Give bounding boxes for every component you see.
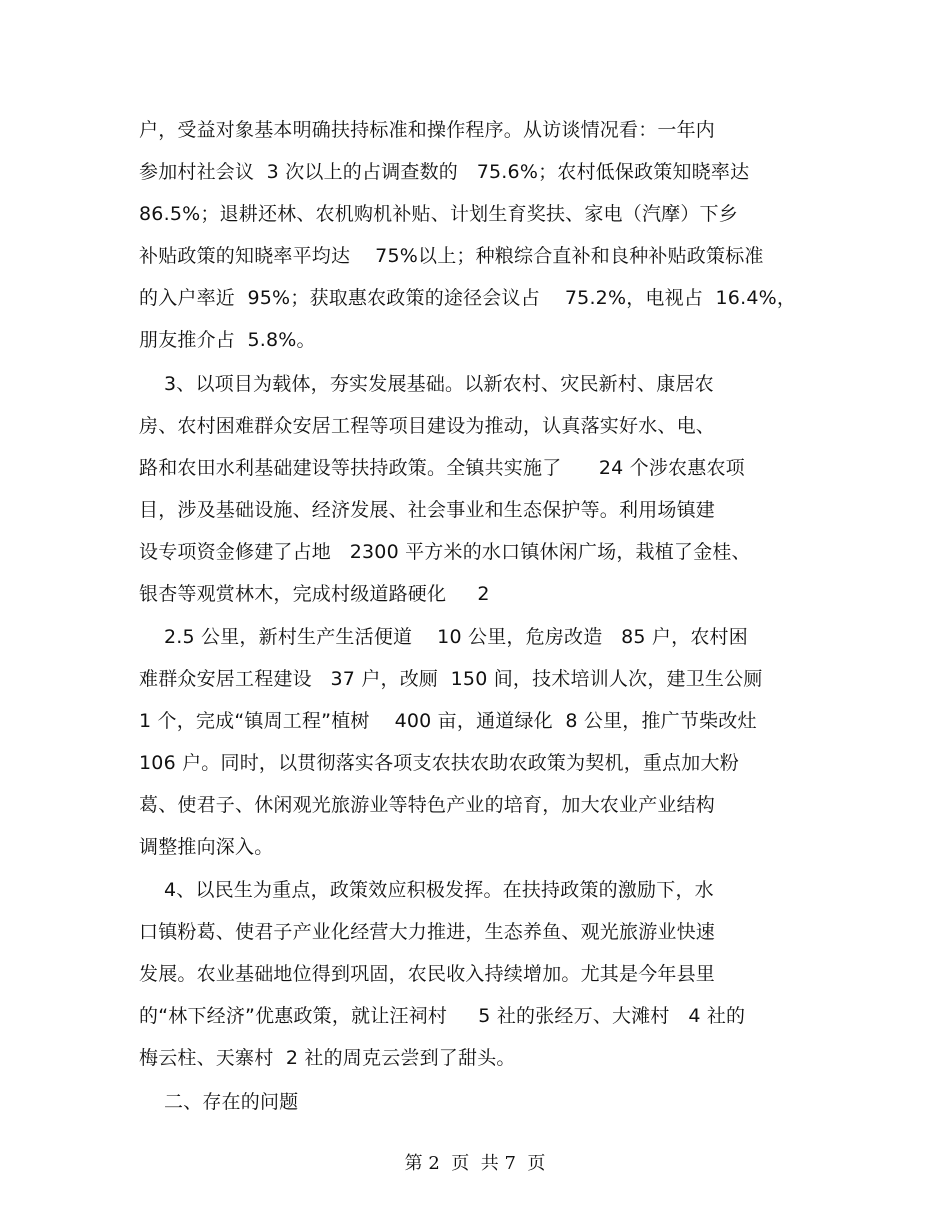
body-text-line: 设专项资金修建了占地 2300 平方米的水口镇休闲广场，栽植了金桂、 xyxy=(139,541,751,563)
body-text-line: 路和农田水利基础建设等扶持政策。全镇共实施了 24 个涉农惠农项 xyxy=(139,457,745,479)
body-text-line: 朋友推介占 5.8%。 xyxy=(139,329,316,351)
body-text-line: 口镇粉葛、使君子产业化经营大力推进，生态养鱼、观光旅游业快速 xyxy=(139,921,716,943)
body-text-line: 86.5%；退耕还林、农机购机补贴、计划生育奖扶、家电（汽摩）下乡 xyxy=(139,203,738,225)
body-text-line: 葛、使君子、休闲观光旅游业等特色产业的培育，加大农业产业结构 xyxy=(139,794,716,816)
body-text-line: 的入户率近 95%；获取惠农政策的途径会议占 75.2%，电视占 16.4%， xyxy=(139,287,797,309)
body-text-line: 参加村社会议 3 次以上的占调查数的 75.6%；农村低保政策知晓率达 xyxy=(139,161,750,183)
page-number-footer: 第 2 页 共 7 页 xyxy=(404,1153,546,1174)
body-text-line: 目，涉及基础设施、经济发展、社会事业和生态保护等。利用场镇建 xyxy=(139,499,716,521)
body-text-line: 补贴政策的知晓率平均达 75%以上；种粮综合直补和良种补贴政策标准 xyxy=(139,245,764,267)
body-text-line: 2.5 公里，新村生产生活便道 10 公里，危房改造 85 户，农村困 xyxy=(139,626,748,648)
body-text-line: 户，受益对象基本明确扶持标准和操作程序。从访谈情况看：一年内 xyxy=(139,119,716,141)
body-text-line: 1 个，完成“镇周工程”植树 400 亩，通道绿化 8 公里，推广节柴改灶 xyxy=(139,710,757,732)
body-text-line: 房、农村困难群众安居工程等项目建设为推动，认真落实好水、电、 xyxy=(139,415,716,437)
body-text-line: 的“林下经济”优惠政策，就让汪祠村 5 社的张经万、大滩村 4 社的 xyxy=(139,1005,746,1027)
body-text-line: 难群众安居工程建设 37 户，改厕 150 间，技术培训人次，建卫生公厕 xyxy=(139,668,763,690)
body-text-line: 银杏等观赏林木，完成村级道路硬化 2 xyxy=(139,583,490,605)
body-text-line: 发展。农业基础地位得到巩固，农民收入持续增加。尤其是今年县里 xyxy=(139,963,716,985)
section-heading: 二、存在的问题 xyxy=(139,1091,299,1113)
body-text-line: 106 户。同时，以贯彻落实各项支农扶农助农政策为契机，重点加大粉 xyxy=(139,752,739,774)
paragraph-heading-line: 4、以民生为重点，政策效应积极发挥。在扶持政策的激励下，水 xyxy=(139,879,714,901)
body-text-line: 梅云柱、天寨村 2 社的周克云尝到了甜头。 xyxy=(139,1047,516,1069)
paragraph-heading-line: 3、以项目为载体，夯实发展基础。以新农村、灾民新村、康居农 xyxy=(139,373,714,395)
body-text-line: 调整推向深入。 xyxy=(139,836,274,858)
